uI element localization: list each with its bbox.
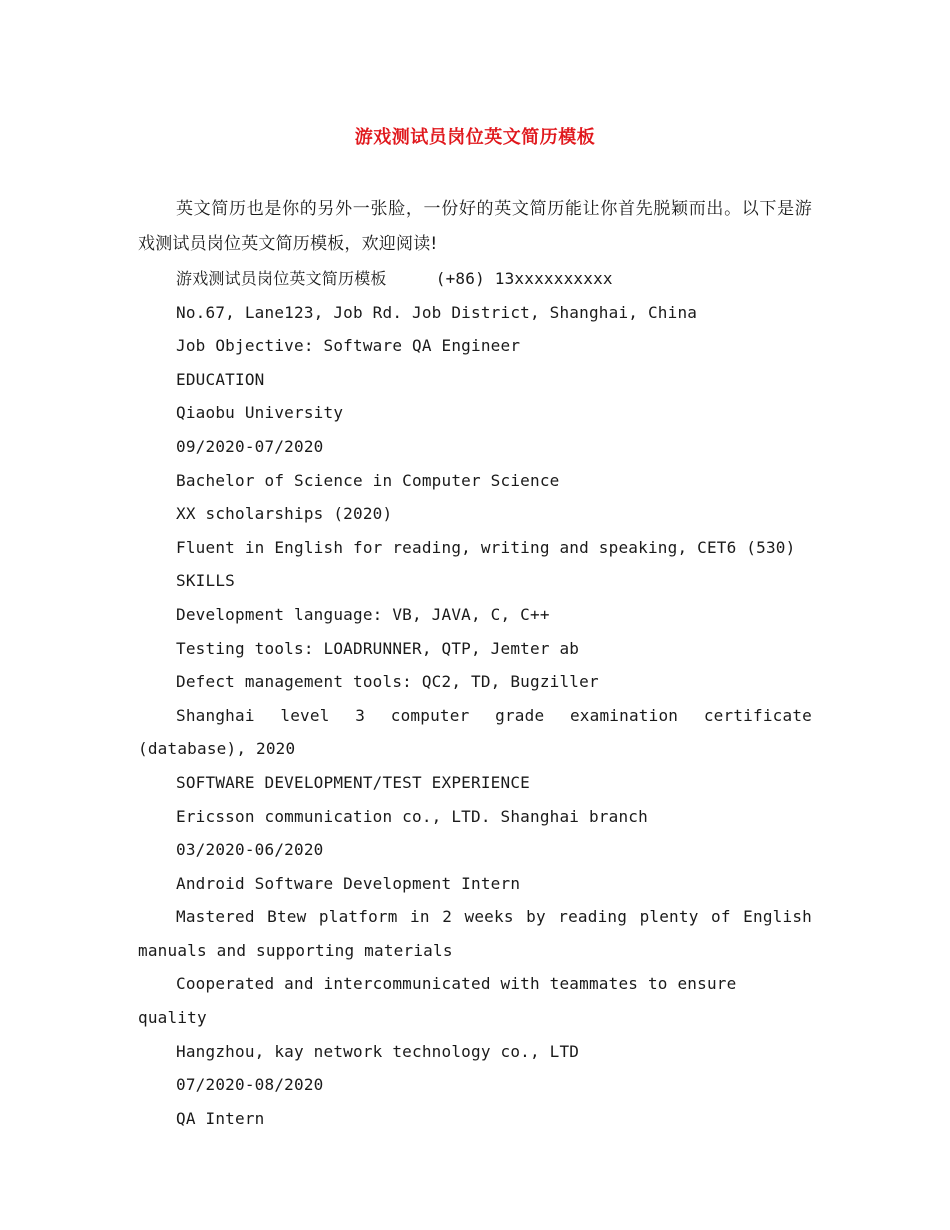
certificate-line: Shanghai level 3 computer grade examination certificate (database), 2020: [138, 705, 822, 759]
dev-language-line: Development language: VB, JAVA, C, C++: [176, 604, 550, 624]
employer-line-2: Hangzhou, kay network technology co., LTD: [176, 1041, 580, 1061]
achievement-line-2: Cooperated and intercommunicated with teammates to ensure quality: [138, 974, 747, 1028]
achievement-line-1: Mastered Btew platform in 2 weeks by reading plenty of English manuals and supporting materials: [138, 907, 822, 960]
document-title: 游戏测试员岗位英文简历模板: [354, 127, 596, 148]
section-heading-skills: SKILLS: [176, 571, 235, 591]
scholarship-line: XX scholarships (2020): [176, 504, 393, 524]
job-dates-line-1: 03/2020-06/2020: [176, 840, 324, 860]
education-dates-line: 09/2020-07/2020: [176, 436, 324, 456]
degree-line: Bachelor of Science in Computer Science: [176, 470, 560, 490]
document-body: [138, 192, 822, 1135]
employer-line-1: Ericsson communication co., LTD. Shanghai branch: [176, 806, 648, 826]
resume-header-line: 游戏测试员岗位英文简历模板 (+86) 13xxxxxxxxxx: [176, 269, 613, 288]
address-line: No.67, Lane123, Job Rd. Job District, Shanghai, China: [176, 302, 698, 322]
job-dates-line-2: 07/2020-08/2020: [176, 1075, 324, 1095]
defect-tools-line: Defect management tools: QC2, TD, Bugziller: [176, 672, 599, 692]
english-skill-line: Fluent in English for reading, writing and speaking, CET6 (530): [176, 537, 796, 557]
job-title-line-1: Android Software Development Intern: [176, 873, 521, 893]
job-title-line-2: QA Intern: [176, 1108, 265, 1128]
university-line: Qiaobu University: [176, 403, 344, 423]
intro-paragraph: 英文简历也是你的另外一张脸，一份好的英文简历能让你首先脱颖而出。以下是游戏测试员岗位英文简历模板，欢迎阅读!: [138, 199, 812, 254]
job-objective-line: Job Objective: Software QA Engineer: [176, 336, 521, 356]
testing-tools-line: Testing tools: LOADRUNNER, QTP, Jemter ab: [176, 638, 580, 658]
section-heading-experience: SOFTWARE DEVELOPMENT/TEST EXPERIENCE: [176, 772, 530, 792]
section-heading-education: EDUCATION: [176, 369, 265, 389]
